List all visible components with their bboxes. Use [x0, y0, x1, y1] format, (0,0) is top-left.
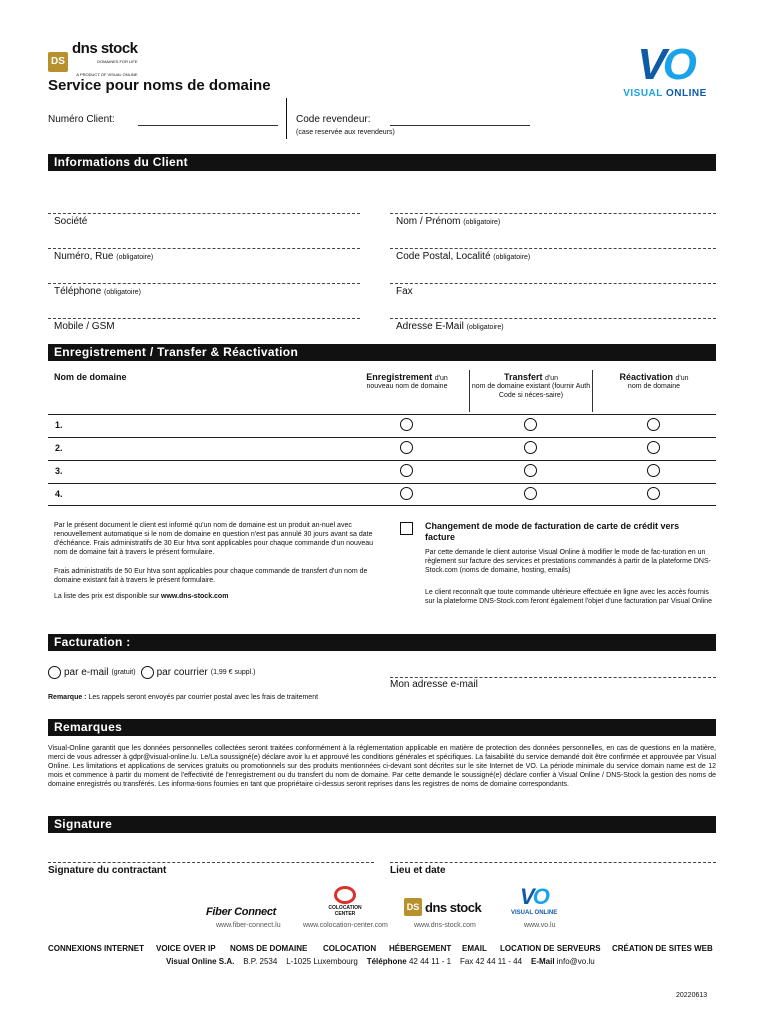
dns-stock-url[interactable]: www.dns-stock.com [414, 922, 476, 929]
billing-email-field[interactable] [390, 677, 716, 678]
footer-category: HÉBERGEMENT [389, 944, 452, 953]
billing-online-text: Le client reconnaît que toute commande ultérieure effectuée en ligne avec les accès fournis sur la plateforme DNS-Stock.com feront également l'objet d'une facturation par Visual Online [425, 589, 712, 605]
dns-stock-footer-name: dns stock [425, 899, 482, 915]
street-label: Numéro, Rue (obligatoire) [54, 251, 154, 262]
vo-mark-v: V [637, 40, 663, 89]
signature-field[interactable] [48, 862, 374, 863]
column-divider [469, 370, 470, 412]
colocation-icon [334, 886, 356, 904]
fax-label: Fax [396, 286, 413, 297]
vo-footer-mark: VO [520, 884, 548, 909]
domain-row[interactable]: 2. [48, 437, 716, 459]
phone-label: Téléphone (obligatoire) [54, 286, 142, 297]
billing-remark: Remarque : Les rappels seront envoyés par courrier postal avec les frais de traitement [48, 694, 319, 701]
place-date-label: Lieu et date [390, 865, 446, 876]
vo-name-a: VISUAL [623, 88, 663, 99]
visual-online-logo [612, 42, 718, 99]
transfer-radio[interactable] [524, 441, 537, 454]
footer-category: CONNEXIONS INTERNET [48, 944, 145, 953]
registration-radio[interactable] [400, 418, 413, 431]
footer-category: LOCATION DE SERVEURS [500, 944, 601, 953]
reseller-note: (case reservée aux revendeurs) [296, 129, 395, 136]
colocation-center-logo: COLOCATION CENTER [328, 905, 362, 917]
billing-options: par e-mail (gratuit) par courrier (1,99 € suppl.) [48, 666, 255, 679]
field-line-mobile[interactable] [48, 318, 360, 319]
reactivation-radio[interactable] [647, 487, 660, 500]
fiber-connect-url[interactable]: www.fiber-connect.lu [216, 922, 281, 929]
reactivation-radio[interactable] [647, 464, 660, 477]
reactivation-radio[interactable] [647, 418, 660, 431]
field-line-fax[interactable] [390, 283, 716, 284]
registration-column-header: Enregistrement d'un nouveau nom de domaine [366, 372, 448, 390]
footer-category: EMAIL [462, 944, 487, 953]
dns-stock-footer-logo [404, 898, 481, 916]
dns-stock-tagline2: A PRODUCT OF VISUAL ONLINE [76, 72, 138, 77]
email-option-label: par e-mail [64, 667, 109, 678]
mobile-label: Mobile / GSM [54, 321, 115, 332]
name-label: Nom / Prénom (obligatoire) [396, 216, 501, 227]
footer-address: Visual Online S.A. B.P. 2534 L-1025 Luxembourg Téléphone 42 44 11 - 1 Fax 42 44 11 - 44 E-Mail info@vo.lu [166, 957, 595, 966]
page-title: Service pour noms de domaine [48, 77, 271, 94]
email-option-radio[interactable] [48, 666, 61, 679]
reactivation-column-header: Réactivation d'un nom de domaine [619, 372, 689, 390]
price-list-link[interactable]: www.dns-stock.com [161, 593, 229, 600]
field-line-postal[interactable] [390, 248, 716, 249]
domain-row[interactable]: 1. [48, 414, 716, 436]
company-label: Société [54, 216, 88, 227]
footer-category: COLOCATION [323, 944, 377, 953]
post-option-label: par courrier [156, 667, 208, 678]
field-line-street[interactable] [48, 248, 360, 249]
column-divider [592, 370, 593, 412]
field-line-company[interactable] [48, 213, 360, 214]
transfer-radio[interactable] [524, 487, 537, 500]
footer-category: CRÉATION DE SITES WEB [612, 944, 713, 953]
footer-email[interactable]: info@vo.lu [556, 957, 595, 966]
vo-mark-o: O [662, 40, 693, 89]
client-info-header: Informations du Client [48, 154, 716, 171]
dns-stock-mark: DS [48, 52, 68, 72]
dns-stock-footer-mark: DS [404, 898, 422, 916]
vo-url[interactable]: www.vo.lu [524, 922, 556, 929]
header-divider [286, 98, 287, 139]
billing-change-checkbox[interactable] [400, 522, 413, 535]
domain-notice: Par le présent document le client est informé qu'un nom de domaine est un produit an-nuel avec renouvellement automatique si le nom de domaine en question n'est pas annulé 30 jours avant sa date d'échéance. Frais administratifs de 30 Eur htva sont applicables pour chaque commande d'un nouveau nom de domaine fait à travers le présent formulaire. [54, 522, 374, 556]
transfer-radio[interactable] [524, 418, 537, 431]
footer-category: VOICE OVER IP [156, 944, 216, 953]
client-number-label: Numéro Client: [48, 114, 115, 125]
field-line-phone[interactable] [48, 283, 360, 284]
post-option-radio[interactable] [141, 666, 154, 679]
signature-label: Signature du contractant [48, 865, 167, 876]
registration-radio[interactable] [400, 464, 413, 477]
place-date-field[interactable] [390, 862, 716, 863]
registration-radio[interactable] [400, 487, 413, 500]
billing-change-title: Changement de mode de facturation de carte de crédit vers facture [425, 521, 680, 542]
remarks-text: Visual-Online garantit que les données personnelles collectées seront traitées conformément à la réglementation applicable en matière de protection des données personnelles, en cas de questions en la matière, merci de vous adresser à gdpr@visual-online.lu. Le/La soussigné(e) déclare avoir lu et approuvé les conditions générales et spécifiques. La faisabilité du service demandé doit être confirmée et approuvée par Visual Online. Les limitations et applications de services gratuits ou promotionnels sur des produits mentionnées ci-devant sont décrites sur le site Internet de VO. La période minimale du service domain name est de 12 mois et commence à partir du moment de l'effectivité de l'enregistrement ou du transfert du nom de domaine. Par cette demande le soussigné(e) déclare confier à Visual Online / DNS-Stock la gestion des noms de domaine enregistrés ou transférés. Les informa-tions fournies en tant que propriétaire ci-dessus seront reprises dans les registres de noms de domaine correspondants. [48, 745, 716, 788]
client-number-field[interactable] [138, 125, 278, 126]
registration-header: Enregistrement / Transfer & Réactivation [48, 344, 716, 361]
dns-stock-logo [48, 42, 138, 81]
dns-stock-tagline: DOMAINES FOR LIFE [97, 59, 138, 64]
billing-email-label: Mon adresse e-mail [390, 679, 478, 690]
field-line-name[interactable] [390, 213, 716, 214]
billing-header: Facturation : [48, 634, 716, 651]
reseller-code-field[interactable] [390, 125, 530, 126]
transfer-radio[interactable] [524, 464, 537, 477]
field-line-email[interactable] [390, 318, 716, 319]
transfer-column-header: Transfert d'un nom de domaine existant (fournir Auth Code si néces-saire) [471, 372, 591, 399]
transfer-fee-notice: Frais administratifs de 50 Eur htva sont applicables pour chaque commande de transfert d'un nom de domaine existant fait à travers le présent formulaire. [54, 568, 368, 584]
footer-category: NOMS DE DOMAINE [230, 944, 308, 953]
price-list-notice: La liste des prix est disponible sur www.dns-stock.com [54, 593, 229, 600]
reseller-code-label: Code revendeur: [296, 114, 371, 125]
billing-change-text: Par cette demande le client autorise Visual Online à modifier le mode de fac-turation en un règlement sur facture des services et prestations commandés à partir de la plateforme DNS-Stock.com (noms de domaine, hosting, emails) [425, 549, 711, 574]
registration-radio[interactable] [400, 441, 413, 454]
domain-row[interactable]: 4. [48, 483, 716, 506]
signature-header: Signature [48, 816, 716, 833]
remarks-header: Remarques [48, 719, 716, 736]
email-label: Adresse E-Mail (obligatoire) [396, 321, 504, 332]
document-code: 20220613 [676, 992, 708, 999]
domain-row[interactable]: 3. [48, 460, 716, 482]
dns-stock-name: dns stock [72, 40, 138, 57]
reactivation-radio[interactable] [647, 441, 660, 454]
vo-name-b: ONLINE [666, 88, 707, 99]
postal-label: Code Postal, Localité (obligatoire) [396, 251, 531, 262]
domain-column-header: Nom de domaine [54, 372, 127, 382]
vo-footer-name: VISUAL ONLINE [511, 910, 558, 916]
fiber-connect-logo: Fiber Connect [206, 906, 277, 918]
colocation-url[interactable]: www.colocation-center.com [303, 922, 388, 929]
